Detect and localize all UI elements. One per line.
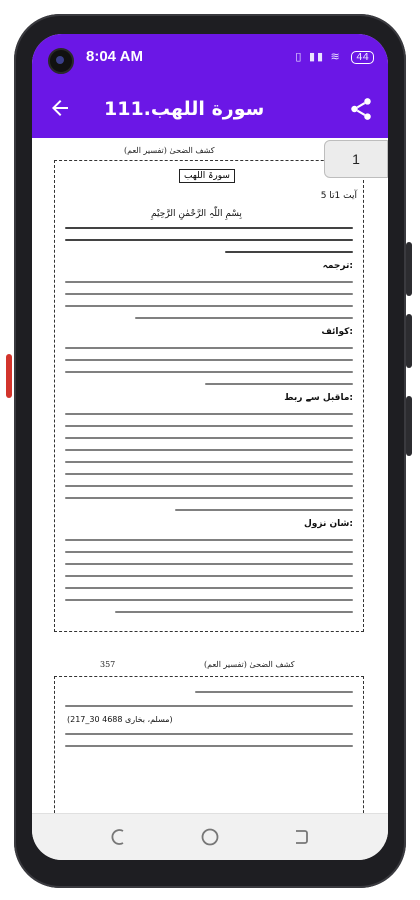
hadith-reference: (217_30 مسلم، بخاری 4688) [67,715,173,724]
text-line [65,347,353,349]
recent-apps-icon [108,826,130,848]
section-heading-details: کوائف: [321,327,353,337]
text-line [65,473,353,475]
signal-icon: ▮▮ [308,50,326,63]
text-line [175,509,353,511]
text-line [65,575,353,577]
text-line [65,485,353,487]
share-icon [348,96,374,122]
text-line [195,691,353,693]
text-line [65,563,353,565]
power-button [406,242,412,296]
text-line [65,705,353,707]
page-border [54,160,364,632]
device-screen [32,34,388,860]
status-bar [32,34,388,84]
front-camera [48,48,74,74]
text-line [65,293,353,295]
text-line [115,611,353,613]
text-line [205,383,353,385]
page-header: کشف الضحیٰ (تفسیر العم) [204,660,295,669]
volume-down-button [406,396,412,456]
page-header: کشف الضحیٰ (تفسیر العم) [124,146,215,155]
page-number: 357 [100,660,116,669]
section-heading-revelation: شان نزول: [303,519,353,529]
verse-line [65,227,353,229]
wifi-icon: ≋ [330,50,342,63]
recent-apps-button[interactable] [108,826,130,848]
text-line [65,437,353,439]
document-page-2 [54,656,364,814]
text-line [65,599,353,601]
status-time: 8:04 AM [86,48,143,65]
text-line [65,425,353,427]
text-line [65,497,353,499]
basmala: بِسْمِ اللّٰہِ الرَّحْمٰنِ الرَّحِیْمِ [151,209,242,219]
text-line [65,281,353,283]
text-line [65,413,353,415]
status-icons [295,50,374,64]
verse-line [225,251,353,253]
back-button[interactable] [290,826,312,848]
text-line [65,587,353,589]
section-heading-connection: ماقبل سے ربط: [284,393,353,403]
section-heading-translation: ترجمہ: [322,261,353,271]
text-line [65,539,353,541]
home-button[interactable] [199,826,221,848]
verse-line [65,239,353,241]
page-title: 111.سورة اللهب [104,98,265,120]
pdf-viewer[interactable] [32,138,388,814]
document-page-1 [54,138,364,638]
verse-reference: آیت 1تا 5 [320,191,357,201]
text-line [135,317,353,319]
home-icon [199,826,221,848]
back-arrow-icon[interactable] [46,96,74,124]
arrow-left-icon [48,96,72,120]
page-border [54,676,364,814]
text-line [65,359,353,361]
text-line [65,449,353,451]
battery-icon: 44 [351,51,374,64]
app-bar [32,84,388,138]
vibrate-icon: ▯ [295,50,304,63]
side-key [6,354,12,398]
share-button[interactable] [348,96,376,124]
volume-up-button [406,314,412,368]
text-line [65,371,353,373]
navigation-bar [32,813,388,860]
page-indicator: 1 [324,140,388,178]
text-line [65,305,353,307]
text-line [65,551,353,553]
text-line [65,733,353,735]
surah-label: سورۃ اللھب [179,169,235,183]
text-line [65,461,353,463]
text-line [65,745,353,747]
nav-back-icon [290,826,312,848]
